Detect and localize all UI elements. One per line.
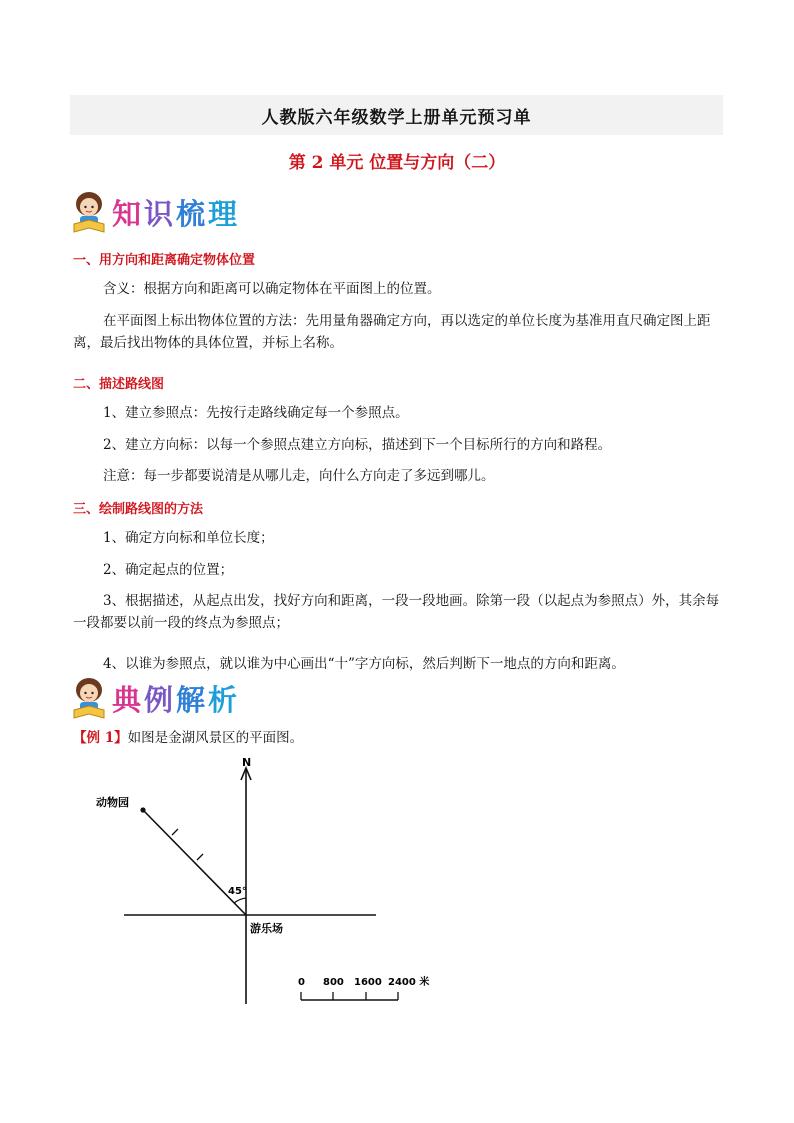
example-tag: 【例 1】 — [73, 730, 128, 746]
example-1 — [73, 726, 303, 746]
section-heading-2: 二、描述路线图 — [73, 377, 165, 392]
paragraph: 在平面图上标出物体位置的方法：先用量角器确定方向，再以选定的单位长度为基准用直尺确定图上距离，最后找出物体的具体位置，并标上名称。 — [73, 313, 711, 351]
scale-label: 0 — [298, 977, 305, 988]
document-title: 人教版六年级数学上册单元预习单 — [261, 107, 532, 128]
scale-label: 2400 米 — [388, 977, 430, 988]
section-heading-1: 一、用方向和距离确定物体位置 — [73, 253, 256, 268]
scale-label: 1600 — [354, 977, 382, 988]
paragraph: 3、根据描述，从起点出发，找好方向和距离，一段一段地画。除第一段（以起点为参照点）外，其余每一段都要以前一段的终点为参照点； — [73, 593, 720, 631]
angle-label: 45° — [228, 886, 247, 897]
park-label: 游乐场 — [250, 922, 283, 935]
student-reading-icon — [70, 676, 108, 720]
example-text: 如图是金湖风景区的平面图。 — [127, 730, 304, 746]
scenic-area-map — [90, 756, 450, 1014]
paragraph: 2、确定起点的位置； — [103, 562, 234, 578]
examples-banner — [70, 676, 240, 720]
paragraph: 含义：根据方向和距离可以确定物体在平面图上的位置。 — [103, 281, 441, 297]
paragraph: 注意：每一步都要说清是从哪儿走，向什么方向走了多远到哪儿。 — [103, 468, 495, 484]
unit-subtitle: 第 2 单元 位置与方向（二） — [288, 153, 506, 173]
north-label: N — [242, 756, 252, 769]
section-heading-3: 三、绘制路线图的方法 — [73, 502, 204, 517]
paragraph: 1、确定方向标和单位长度； — [103, 530, 274, 546]
knowledge-banner-text: 知识梳理 — [112, 196, 241, 231]
scale-label: 800 — [323, 977, 344, 988]
paragraph: 4、以谁为参照点，就以谁为中心画出“十”字方向标，然后判断下一地点的方向和距离。 — [103, 656, 625, 672]
zoo-label: 动物园 — [96, 796, 129, 809]
knowledge-banner — [70, 190, 240, 234]
map-background — [90, 756, 450, 1014]
paragraph: 2、建立方向标：以每一个参照点建立方向标，描述到下一个目标所行的方向和路程。 — [103, 437, 612, 453]
student-reading-icon — [70, 190, 108, 234]
zoo-point — [140, 807, 145, 812]
paragraph: 1、建立参照点：先按行走路线确定每一个参照点。 — [103, 405, 409, 421]
examples-banner-text: 典例解析 — [112, 682, 241, 717]
document-title-band — [70, 95, 723, 135]
